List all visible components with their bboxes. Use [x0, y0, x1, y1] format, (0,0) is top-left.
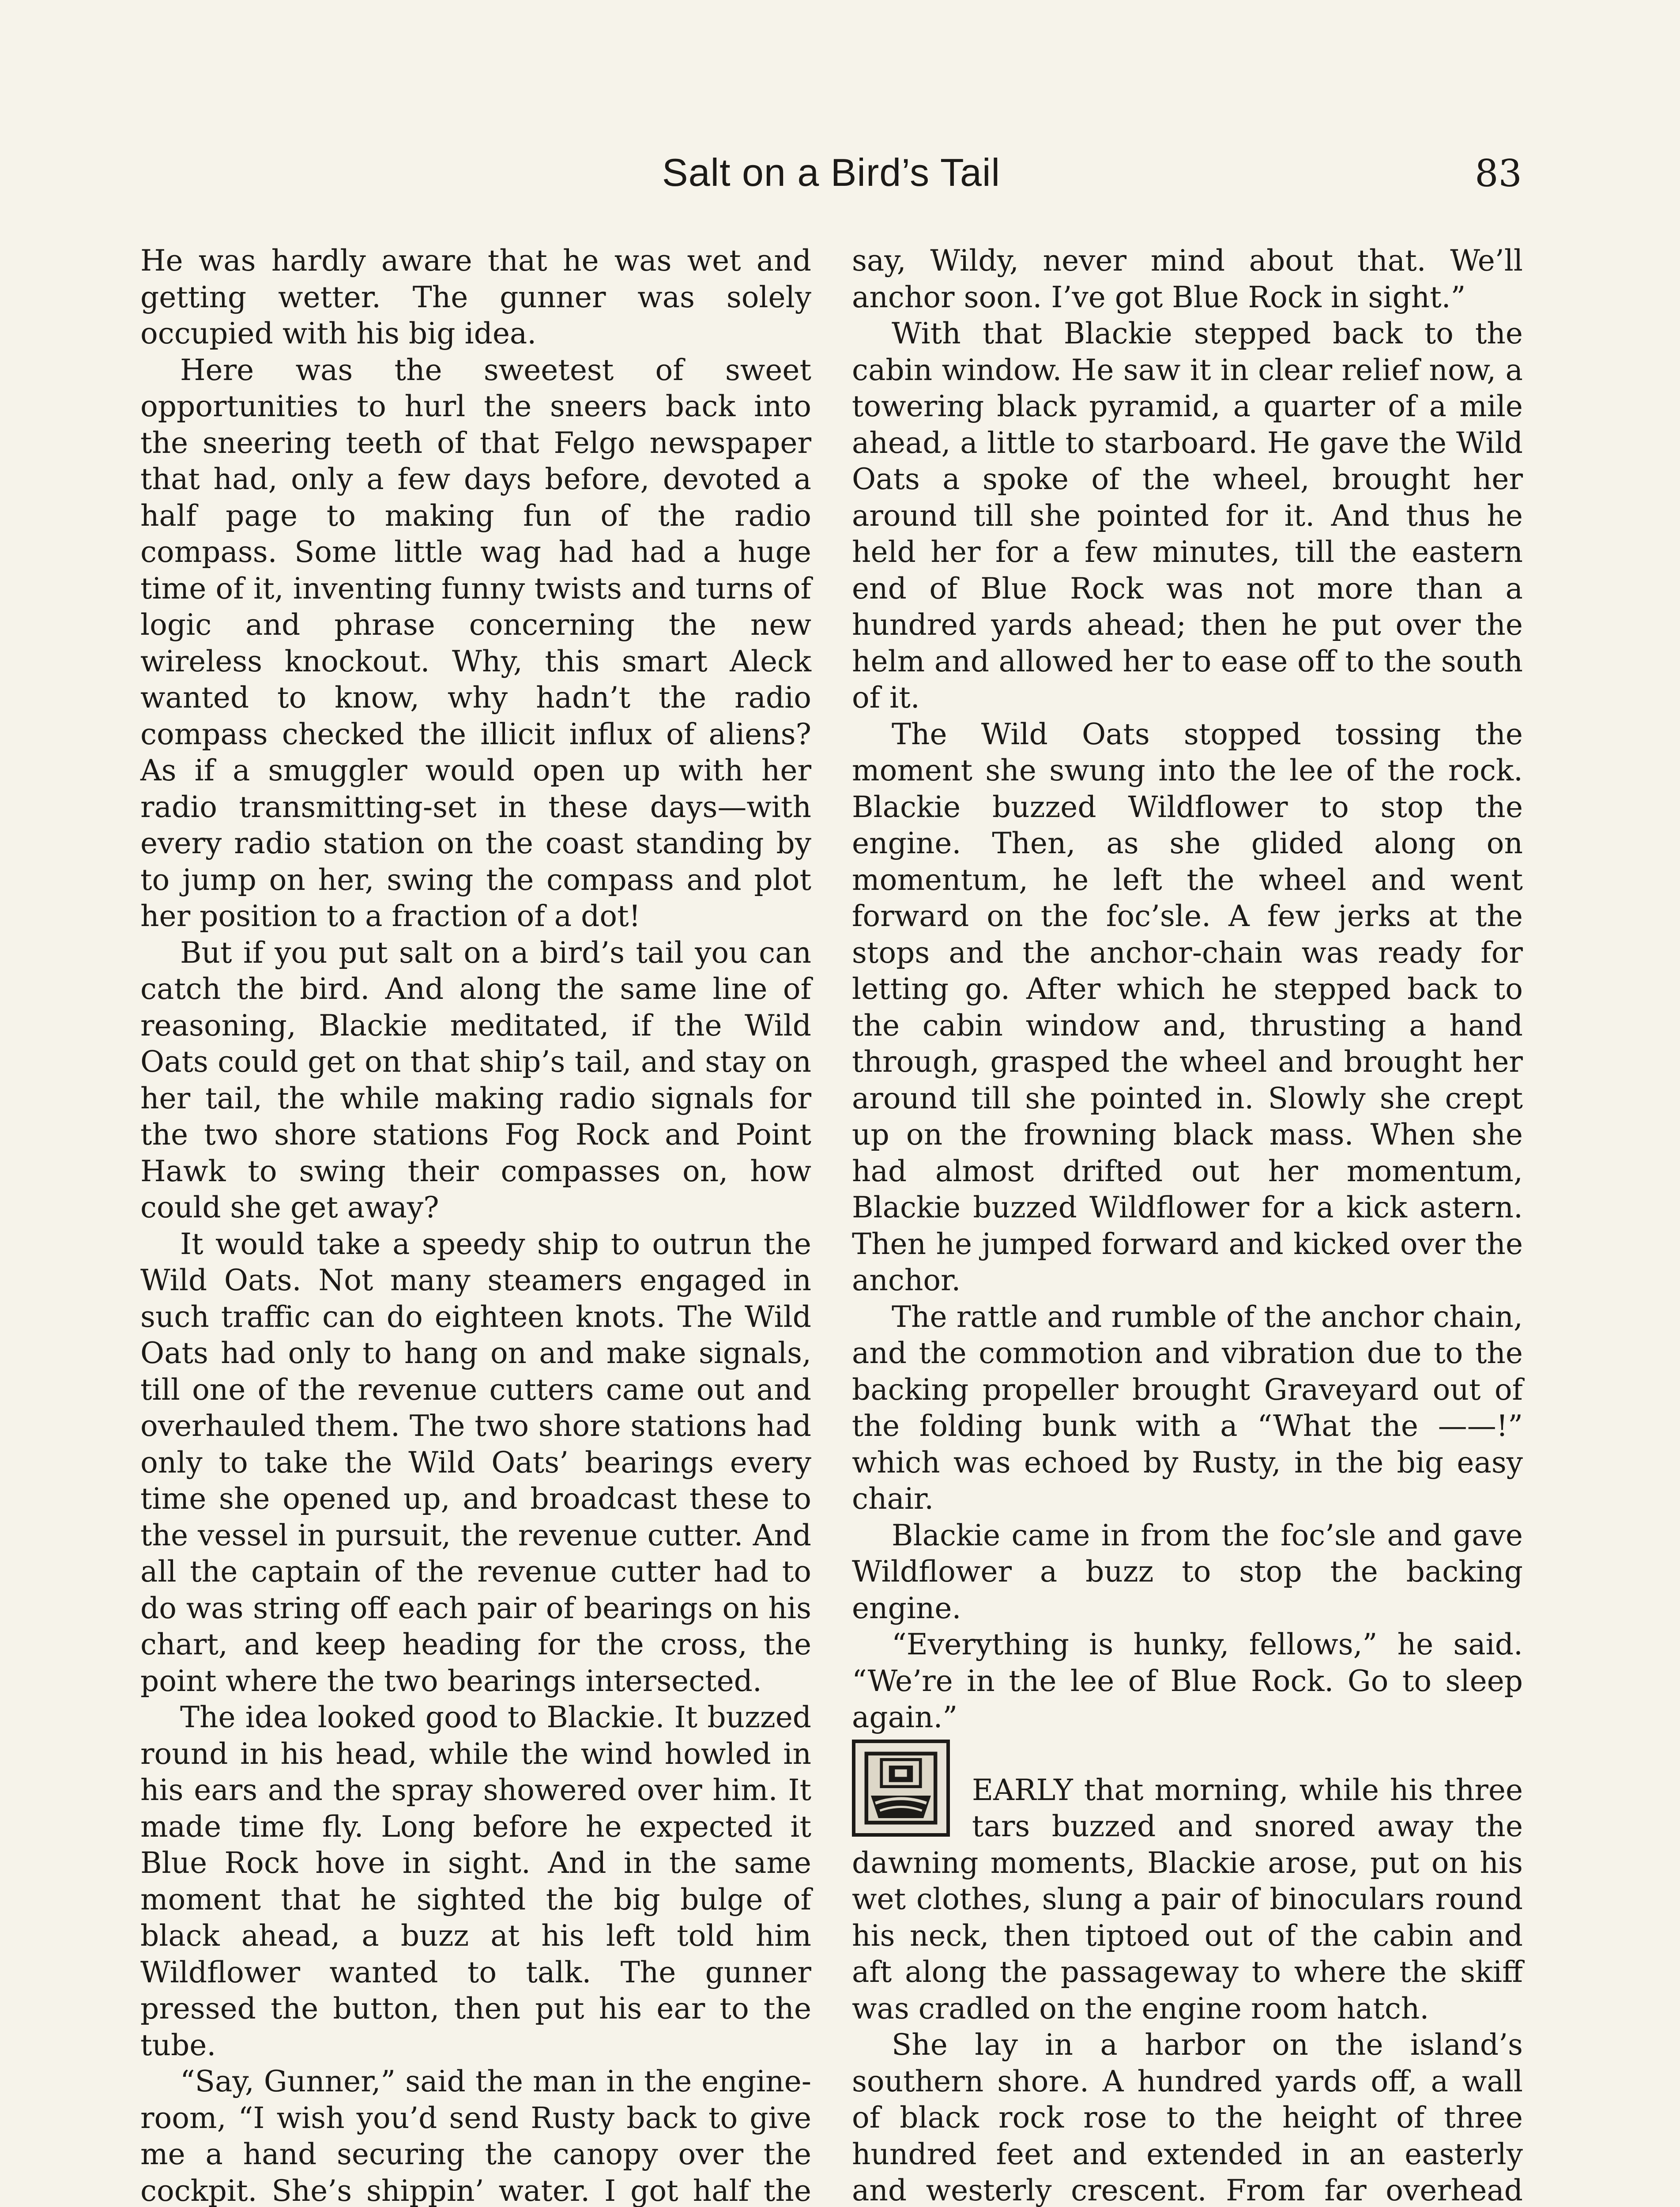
- paragraph: “Say, Gunner,” said the man in the engine-room, “I wish you’d send Rusty back to give me a hand securing the canopy over the cockpit. She’s shippin’ water. I got half the: [140, 2064, 811, 2207]
- paragraph: It would take a speedy ship to outrun the Wild Oats. Not many steamers engaged in such traffic can do eighteen knots. The Wild Oats had only to hang on and make signals, till one of the revenue cutters came out and overhauled them. The two shore stations had only to take the Wild Oats’ bearings every time she opened up, and broadcast these to the vessel in pursuit, the revenue cutter. And all the captain of the revenue cutter had to do was string off each pair of bearings on his chart, and keep heading for the cross, the point where the two bearings intersected.: [140, 1227, 811, 1698]
- paragraph: “Everything is hunky, fellows,” he said. “We’re in the lee of Blue Rock. Go to sleep again.”: [852, 1627, 1523, 1734]
- paragraph: He was hardly aware that he was wet and getting wetter. The gunner was solely occupied with his big idea.: [140, 244, 811, 350]
- paragraph: She lay in a harbor on the island’s southern shore. A hundred yards off, a wall of black rock rose to the height of three hundred feet and extended in an easterly and westerly crescent. From far overhead: [852, 2028, 1523, 2207]
- paragraph: Blackie came in from the foc’sle and gave Wildflower a buzz to stop the backing engine.: [852, 1518, 1523, 1625]
- paragraph: The rattle and rumble of the anchor chain, and the commotion and vibration due to the backing propeller brought Graveyard out of the folding bunk with a “What the ——!” which was echoed by Rusty, in the big easy chair.: [852, 1299, 1523, 1516]
- decorative-headpiece-icon: [852, 1740, 950, 1837]
- paragraph: say, Wildy, never mind about that. We’ll anchor soon. I’ve got Blue Rock in sight.”: [852, 244, 1523, 314]
- page-number: 83: [1475, 152, 1522, 195]
- running-header: [140, 150, 1522, 203]
- paragraph: The idea looked good to Blackie. It buzzed round in his head, while the wind howled in his ears and the spray showered over him. It made time fly. Long before he expected it Blue Rock hove in sight. And in the same moment that he sighted the big bulge of black ahead, a buzz at his left told him Wildflower wanted to talk. The gunner pressed the button, then put his ear to the tube.: [140, 1700, 811, 2062]
- paragraph: With that Blackie stepped back to the cabin window. He saw it in clear relief now, a towering black pyramid, a quarter of a mile ahead, a little to starboard. He gave the Wild Oats a spoke of the wheel, brought her around till she pointed for it. And thus he held her for a few minutes, till the eastern end of Blue Rock was not more than a hundred yards ahead; then he put over the helm and allowed her to ease off to the south of it.: [852, 316, 1523, 715]
- ornament-svg: [863, 1751, 938, 1826]
- right-column: [852, 243, 1523, 2207]
- paragraph: EARLY that morning, while his three tars buzzed and snored away the dawning moments, Blackie arose, put on his wet clothes, slung a pair of binoculars round his neck, then tiptoed out of the cabin and aft along the passageway to where the skiff was cradled on the engine room hatch.: [852, 1773, 1523, 2026]
- paragraph: But if you put salt on a bird’s tail you can catch the bird. And along the same line of reasoning, Blackie meditated, if the Wild Oats could get on that ship’s tail, and stay on her tail, the while making radio signals for the two shore stations Fog Rock and Point Hawk to swing their compasses on, how could she get away?: [140, 935, 811, 1224]
- paragraph: The Wild Oats stopped tossing the moment she swung into the lee of the rock. Blackie buzzed Wildflower to stop the engine. Then, as she glided along on momentum, he left the wheel and went forward on the foc’sle. A few jerks at the stops and the anchor-chain was ready for letting go. After which he stepped back to the cabin window and, thrusting a hand through, grasped the wheel and brought her around till she pointed in. Slowly she crept up on the frowning black mass. When she had almost drifted out her momentum, Blackie buzzed Wildflower for a kick astern. Then he jumped forward and kicked over the anchor.: [852, 717, 1523, 1297]
- paragraph: Here was the sweetest of sweet opportunities to hurl the sneers back into the sneering teeth of that Felgo newspaper that had, only a few days before, devoted a half page to making fun of the radio compass. Some little wag had had a huge time of it, inventing funny twists and turns of logic and phrase concerning the new wireless knockout. Why, this smart Aleck wanted to know, why hadn’t the radio compass checked the illicit influx of aliens? As if a smuggler would open up with her radio transmitting-set in these days—with every radio station on the coast standing by to jump on her, swing the compass and plot her position to a fraction of a dot!: [140, 353, 811, 933]
- left-column: [140, 243, 811, 2207]
- page-title: Salt on a Bird’s Tail: [662, 151, 1001, 194]
